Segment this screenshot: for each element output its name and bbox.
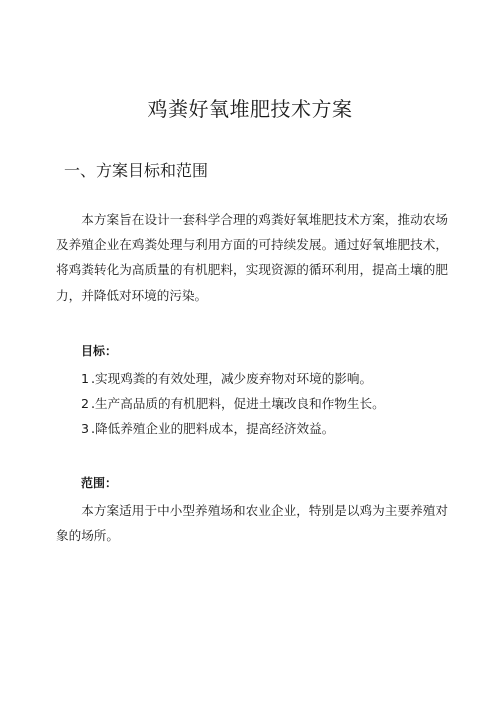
goal-item-2: [81, 391, 385, 416]
section-heading: 一、方案目标和范围: [64, 161, 209, 180]
goal-number: 1: [81, 371, 90, 386]
goal-item-1: [81, 366, 385, 391]
goal-text: .实现鸡粪的有效处理，减少废弃物对环境的影响。: [91, 371, 373, 386]
goal-item-3: [81, 416, 385, 441]
scope-label: 范围：: [81, 476, 118, 490]
goal-number: 3: [81, 421, 90, 437]
goal-number: 2: [81, 396, 90, 412]
goals-list: [81, 366, 385, 442]
goals-label: 目标：: [81, 344, 118, 358]
scope-paragraph: 本方案适用于中小型养殖场和农业企业，特别是以鸡为主要养殖对象的场所。: [56, 503, 448, 544]
document-title: 鸡粪好氧堆肥技术方案: [147, 97, 353, 121]
intro-paragraph: 本方案旨在设计一套科学合理的鸡粪好氧堆肥技术方案，推动农场及养殖企业在鸡粪处理与利用方面的可持续发展。通过好氧堆肥技术，将鸡粪转化为高质量的有机肥料，实现资源的循环利用，提高土壤的肥力，并降低对环境的污染。: [56, 212, 448, 303]
goal-text: .降低养殖企业的肥料成本，提高经济效益。: [91, 421, 335, 437]
goal-text: .生产高品质的有机肥料，促进土壤改良和作物生长。: [91, 396, 385, 412]
